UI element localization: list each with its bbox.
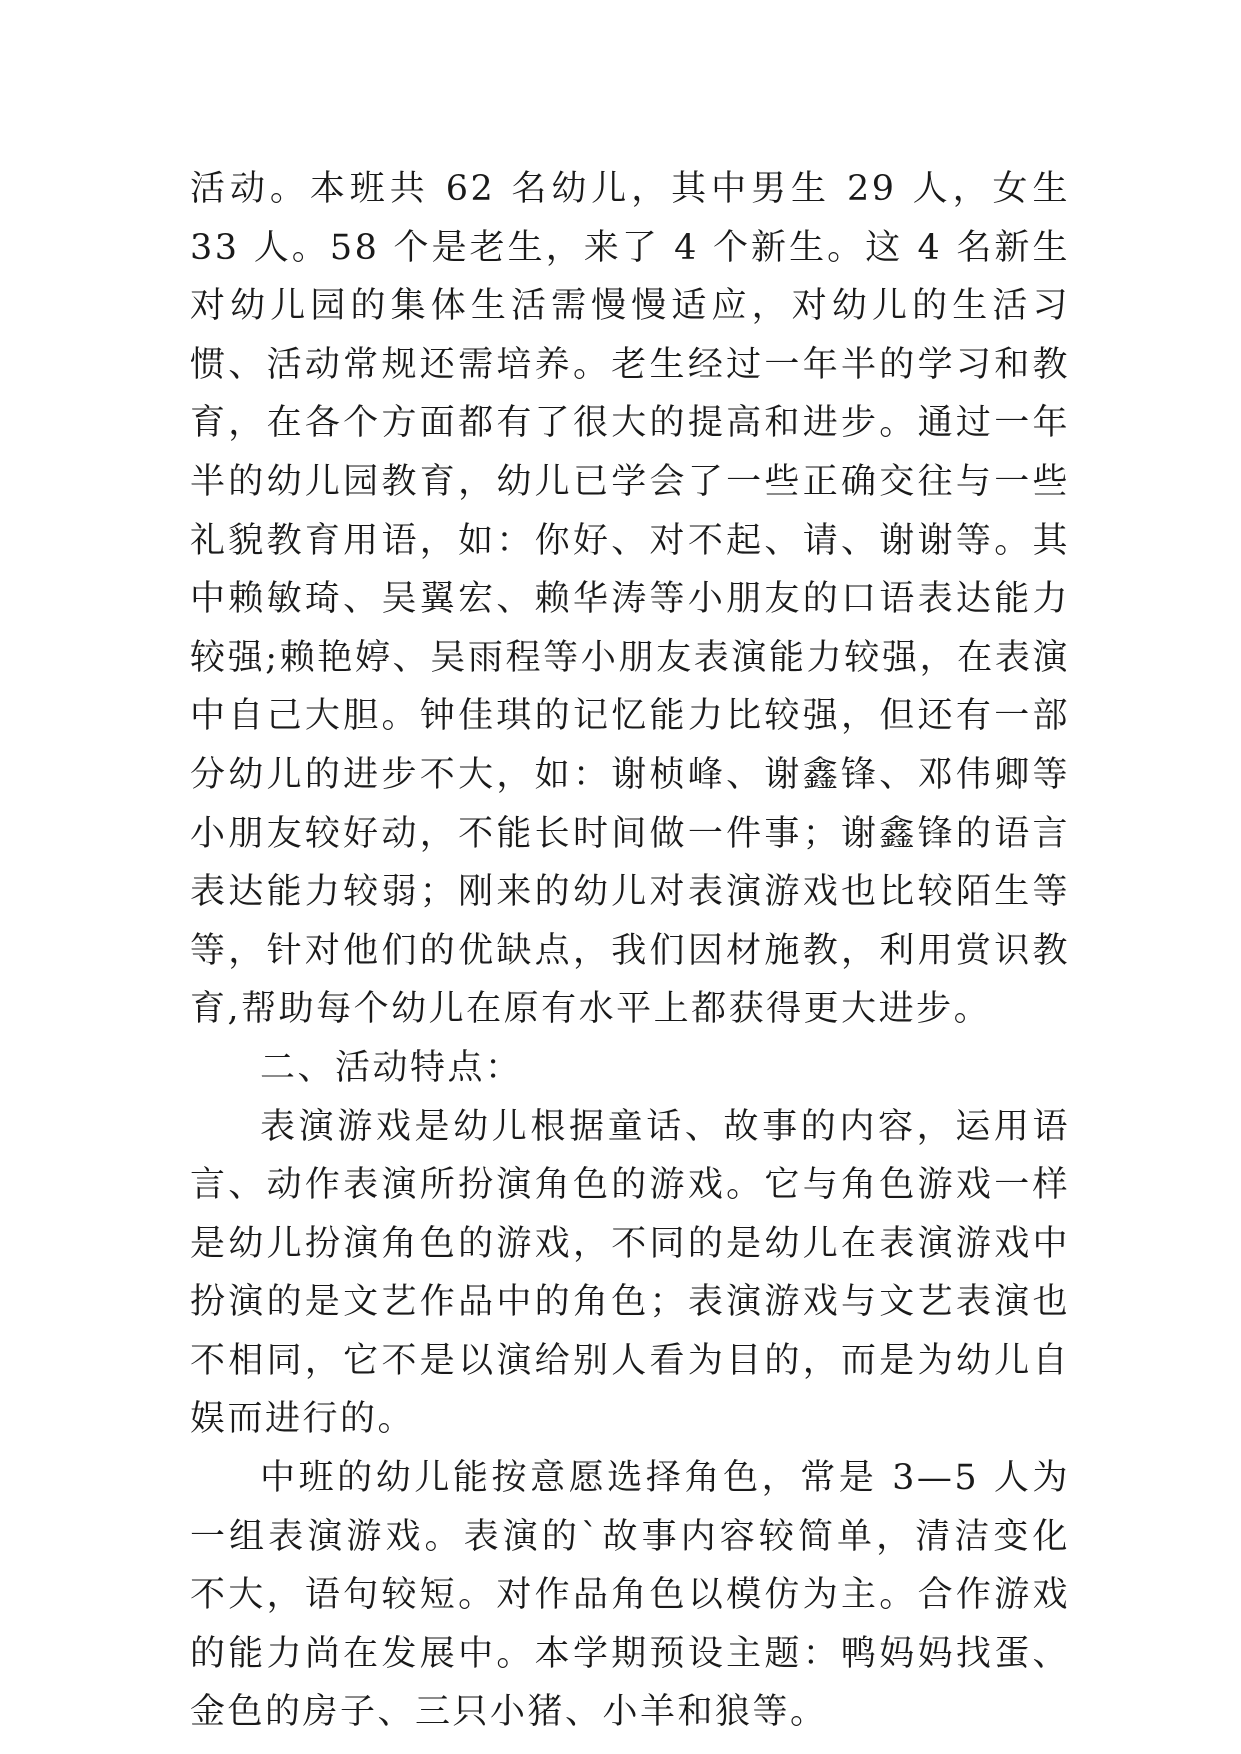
document-body [190,160,1070,1742]
section-heading-activity-features: 二、活动特点： [260,1047,523,1088]
paragraph-performance-games: 表演游戏是幼儿根据童话、故事的内容，运用语言、动作表演所扮演角色的游戏。它与角色游戏一样是幼儿扮演角色的游戏，不同的是幼儿在表演游戏中扮演的是文艺作品中的角色；表演游戏与文艺表演也不相同，它不是以演给别人看为目的，而是为幼儿自娱而进行的。 [190,1106,1070,1440]
paragraph-middle-class: 中班的幼儿能按意愿选择角色，常是 3—5 人为一组表演游戏。表演的`故事内容较简单，清洁变化不大，语句较短。对作品角色以模仿为主。合作游戏的能力尚在发展中。本学期预设主题：鸭妈妈找蛋、金色的房子、三只小猪、小羊和狼等。 [190,1458,1070,1733]
paragraph-class-overview: 活动。本班共 62 名幼儿，其中男生 29 人，女生 33 人。58 个是老生，来了 4 个新生。这 4 名新生对幼儿园的集体生活需慢慢适应，对幼儿的生活习惯、活动常规还需培养。老生经过一年半的学习和教育，在各个方面都有了很大的提高和进步。通过一年半的幼儿园教育，幼儿已学会了一些正确交往与一些礼貌教育用语，如：你好、对不起、请、谢谢等。其中赖敏琦、吴翼宏、赖华涛等小朋友的口语表达能力较强;赖艳婷、吴雨程等小朋友表演能力较强，在表演中自己大胆。钟佳琪的记忆能力比较强，但还有一部分幼儿的进步不大，如：谢桢峰、谢鑫锋、邓伟卿等小朋友较好动，不能长时间做一件事；谢鑫锋的语言表达能力较弱；刚来的幼儿对表演游戏也比较陌生等等，针对他们的优缺点，我们因材施教，利用赏识教育,帮助每个幼儿在原有水平上都获得更大进步。 [190,169,1070,1030]
